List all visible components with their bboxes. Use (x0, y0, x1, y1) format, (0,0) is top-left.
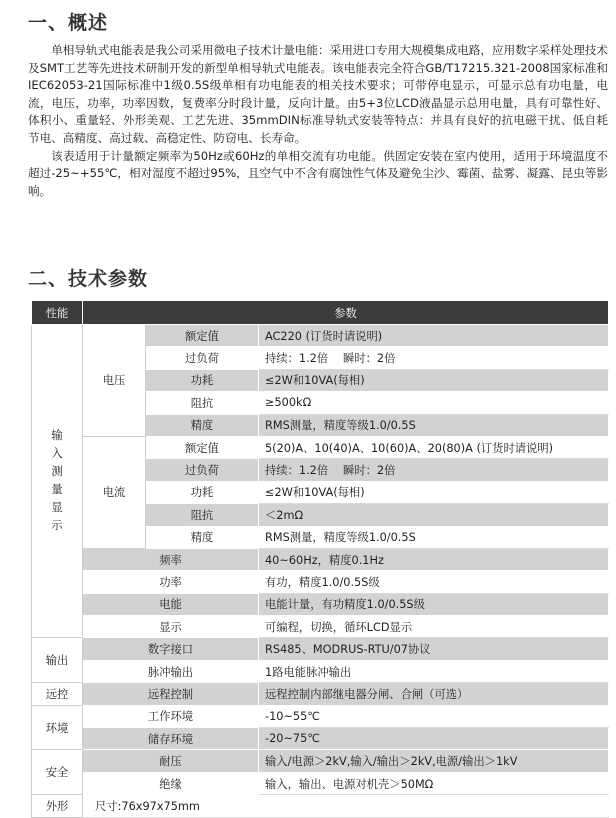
table-row (32, 772, 609, 794)
param-label: 过负荷 (146, 347, 259, 369)
param-value: RMS测量，精度等级1.0/0.5S (259, 414, 609, 436)
category-environment: 环境 (32, 705, 83, 750)
param-value: ≥500kΩ (259, 392, 609, 414)
param-value: 输入/电源＞2kV,输入/输出＞2kV,电源/输出＞1kV (259, 750, 609, 772)
param-value: RS485、MODRUS-RTU/07协议 (259, 638, 609, 660)
param-label: 显示 (83, 616, 259, 638)
table-row (32, 750, 609, 772)
param-label: 阻抗 (146, 504, 259, 526)
table-row (32, 660, 609, 682)
table-row (32, 571, 609, 593)
param-value: 输入，输出、电源对机壳＞50MΩ (259, 772, 609, 794)
table-row (32, 795, 609, 817)
overview-text (28, 42, 608, 200)
param-value: 尺寸:76x97x75mm (83, 795, 609, 817)
group-current: 电流 (83, 436, 146, 548)
category-remote: 远控 (32, 683, 83, 705)
param-value: 5(20)A、10(40)A、10(60)A、20(80)A (订货时请说明) (259, 436, 609, 458)
table-row (32, 548, 609, 570)
table-row (32, 683, 609, 705)
param-value: ≤2W和10VA(每相) (259, 481, 609, 503)
table-row (32, 593, 609, 615)
param-label: 数字接口 (83, 638, 259, 660)
param-value: 电能计量，有功精度1.0/0.5S级 (259, 593, 609, 615)
table-row (32, 616, 609, 638)
param-value: -20~75℃ (259, 728, 609, 750)
table-row (32, 728, 609, 750)
param-label: 耐压 (83, 750, 259, 772)
param-value: 可编程，切换，循环LCD显示 (259, 616, 609, 638)
param-label: 额定值 (146, 325, 259, 347)
param-label: 绝缘 (83, 772, 259, 794)
overview-paragraph: 单相导轨式电能表是我公司采用微电子技术计量电能：采用进口专用大规模集成电路，应用数字采样处理技术及SMT工艺等先进技术研制开发的新型单相导轨式电能表。该电能表完全符合GB/T17215.321-2008国家标准和IEC62053-21国际标准中1级0.5S级单相有功电能表的相关技术要求；可带停电显示，可显示总有功电量，电流，电压，功率，功率因数，复费率分时段计量，反向计量。由5+3位LCD液晶显示总用电量，具有可靠性好、体积小、重量轻、外形美观、工艺先进、35mmDIN标准导轨式安装等特点：并具有良好的抗电磁干扰、低自耗节电、高精度、高过载、高稳定性、防窃电、长寿命。 (28, 43, 608, 145)
table-row (32, 705, 609, 727)
param-value: 有功，精度1.0/0.5S级 (259, 571, 609, 593)
param-label: 阻抗 (146, 392, 259, 414)
category-input-measure-display: 输入测量显示 (32, 325, 83, 638)
header-performance: 性能 (32, 301, 83, 325)
param-value: -10~55℃ (259, 705, 609, 727)
param-value: ＜2mΩ (259, 504, 609, 526)
param-label: 过负荷 (146, 459, 259, 481)
param-value: 1路电能脉冲输出 (259, 660, 609, 682)
param-value: RMS测量，精度等级1.0/0.5S (259, 526, 609, 548)
overview-paragraph: 该表适用于计量额定频率为50Hz或60Hz的单相交流有功电能。供固定安装在室内使用，适用于环境温度不超过-25~+55℃，相对湿度不超过95%，且空气中不含有腐蚀性气体及避免尘沙、霉菌、盐雾、凝露、昆虫等影响。 (28, 148, 608, 198)
param-label: 远程控制 (83, 683, 259, 705)
param-label: 精度 (146, 414, 259, 436)
section-title-tech-params: 二、技术参数 (28, 268, 149, 290)
param-value: 40~60Hz，精度0.1Hz (259, 548, 609, 570)
param-value: 持续：1.2倍 瞬时：2倍 (259, 347, 609, 369)
group-voltage: 电压 (83, 325, 146, 437)
param-label: 工作环境 (83, 705, 259, 727)
param-label: 功率 (83, 571, 259, 593)
tech-params-table (31, 300, 609, 818)
param-value: AC220 (订货时请说明) (259, 325, 609, 347)
param-label: 精度 (146, 526, 259, 548)
table-row (32, 325, 609, 347)
param-value: 远程控制内部继电器分闸、合闸（可选） (259, 683, 609, 705)
category-output: 输出 (32, 638, 83, 683)
table-row (32, 638, 609, 660)
table-row (32, 436, 609, 458)
category-safety: 安全 (32, 750, 83, 795)
param-label: 脉冲输出 (83, 660, 259, 682)
param-value: ≤2W和10VA(每相) (259, 369, 609, 391)
category-appearance: 外形 (32, 795, 83, 817)
param-label: 功耗 (146, 369, 259, 391)
param-label: 额定值 (146, 436, 259, 458)
param-label: 频率 (83, 548, 259, 570)
param-label: 电能 (83, 593, 259, 615)
param-label: 储存环境 (83, 728, 259, 750)
param-value: 持续：1.2倍 瞬时：2倍 (259, 459, 609, 481)
header-parameters: 参数 (83, 301, 609, 325)
section-title-overview: 一、概述 (28, 12, 109, 34)
param-label: 功耗 (146, 481, 259, 503)
